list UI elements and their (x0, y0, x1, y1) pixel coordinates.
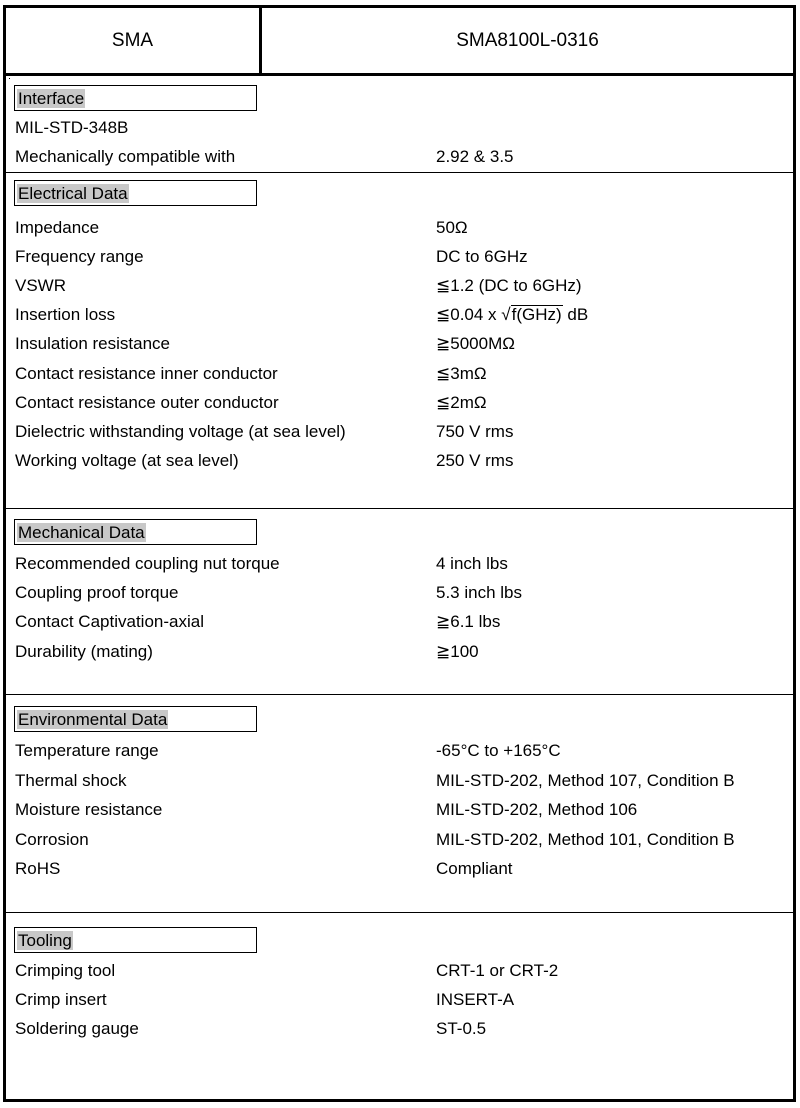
section-title: Tooling (18, 931, 72, 950)
spec-row (6, 578, 793, 608)
section-title-box (14, 180, 257, 206)
spec-header (6, 8, 793, 76)
spec-label: Thermal shock (15, 771, 127, 790)
spec-row (6, 736, 793, 766)
section-title-box (14, 85, 257, 111)
spec-row (6, 825, 793, 855)
spec-label: Crimp insert (15, 990, 107, 1009)
spec-value: -65°C to +165°C (436, 741, 561, 760)
section-tooling (6, 912, 793, 1099)
spec-value: MIL-STD-202, Method 107, Condition B (436, 771, 735, 790)
spec-row (6, 985, 793, 1015)
spec-value: Compliant (436, 859, 513, 878)
spec-row (6, 446, 793, 476)
spec-label: Temperature range (15, 741, 159, 760)
spec-label: Frequency range (15, 247, 144, 266)
spec-value: 50Ω (436, 218, 468, 237)
section-title-box (14, 706, 257, 732)
spec-value: ≦1.2 (DC to 6GHz) (436, 276, 582, 295)
spec-value: ≧5000MΩ (436, 334, 515, 353)
spec-value: 5.3 inch lbs (436, 583, 522, 602)
section-title-box (14, 927, 257, 953)
spec-value: ST-0.5 (436, 1019, 487, 1038)
spec-label: Working voltage (at sea level) (15, 451, 239, 470)
spec-row (6, 607, 793, 637)
section-environmental (6, 694, 793, 910)
spec-row (6, 854, 793, 884)
section-title: Environmental Data (18, 710, 168, 729)
spec-label: Impedance (15, 218, 100, 237)
spec-value: 750 V rms (436, 422, 514, 441)
spec-label: Contact resistance inner conductor (15, 364, 278, 383)
spec-row (6, 329, 793, 359)
corner-mark (9, 78, 10, 79)
spec-label: Durability (mating) (15, 642, 153, 661)
spec-row (6, 795, 793, 825)
spec-row (6, 956, 793, 986)
spec-label: Crimping tool (15, 961, 116, 980)
section-title-box (14, 519, 257, 545)
spec-label: RoHS (15, 859, 61, 878)
spec-row (6, 142, 793, 172)
section-mechanical (6, 508, 793, 694)
spec-label: Insertion loss (15, 305, 116, 324)
section-interface (6, 76, 793, 176)
spec-sheet (3, 5, 796, 1102)
spec-label: VSWR (15, 276, 66, 295)
spec-value: DC to 6GHz (436, 247, 528, 266)
spec-label: Soldering gauge (15, 1019, 139, 1038)
value-suffix: dB (562, 305, 589, 324)
spec-label: Contact resistance outer conductor (15, 393, 279, 412)
spec-label: Dielectric withstanding voltage (at sea level) (15, 422, 346, 441)
section-title: Mechanical Data (18, 523, 145, 542)
spec-row (6, 271, 793, 301)
spec-value: CRT-1 or CRT-2 (436, 961, 559, 980)
spec-label: Coupling proof torque (15, 583, 179, 602)
spec-row (6, 549, 793, 579)
spec-value: MIL-STD-202, Method 106 (436, 800, 638, 819)
radical-sign: √ (501, 305, 511, 324)
spec-value: MIL-STD-202, Method 101, Condition B (436, 830, 735, 849)
spec-label: Insulation resistance (15, 334, 170, 353)
spec-label: Contact Captivation-axial (15, 612, 204, 631)
spec-row (6, 388, 793, 418)
section-title: Interface (18, 89, 85, 108)
section-electrical (6, 172, 793, 508)
spec-row (6, 417, 793, 447)
spec-row (6, 113, 793, 143)
spec-label: Moisture resistance (15, 800, 163, 819)
spec-label: MIL-STD-348B (15, 118, 129, 137)
spec-value: ≦3mΩ (436, 364, 487, 383)
spec-value: 250 V rms (436, 451, 514, 470)
spec-value: ≧100 (436, 642, 479, 661)
spec-row (6, 300, 793, 330)
spec-value: 4 inch lbs (436, 554, 508, 573)
spec-label: Recommended coupling nut torque (15, 554, 280, 573)
value-prefix: ≦0.04 x (436, 305, 502, 324)
spec-value: ≦2mΩ (436, 393, 487, 412)
spec-value: ≧6.1 lbs (436, 612, 501, 631)
spec-value (436, 300, 588, 330)
spec-value: INSERT-A (436, 990, 515, 1009)
spec-row (6, 242, 793, 272)
spec-label: Mechanically compatible with (15, 147, 236, 166)
spec-label: Corrosion (15, 830, 89, 849)
radicand: f(GHz) (511, 305, 562, 324)
section-title: Electrical Data (18, 184, 128, 203)
spec-row (6, 1014, 793, 1044)
series-cell: SMA (6, 8, 262, 73)
spec-row (6, 213, 793, 243)
spec-row (6, 637, 793, 667)
part-number-cell: SMA8100L-0316 (456, 30, 599, 51)
spec-row (6, 359, 793, 389)
square-root (501, 300, 562, 330)
spec-row (6, 766, 793, 796)
spec-value: 2.92 & 3.5 (436, 147, 514, 166)
